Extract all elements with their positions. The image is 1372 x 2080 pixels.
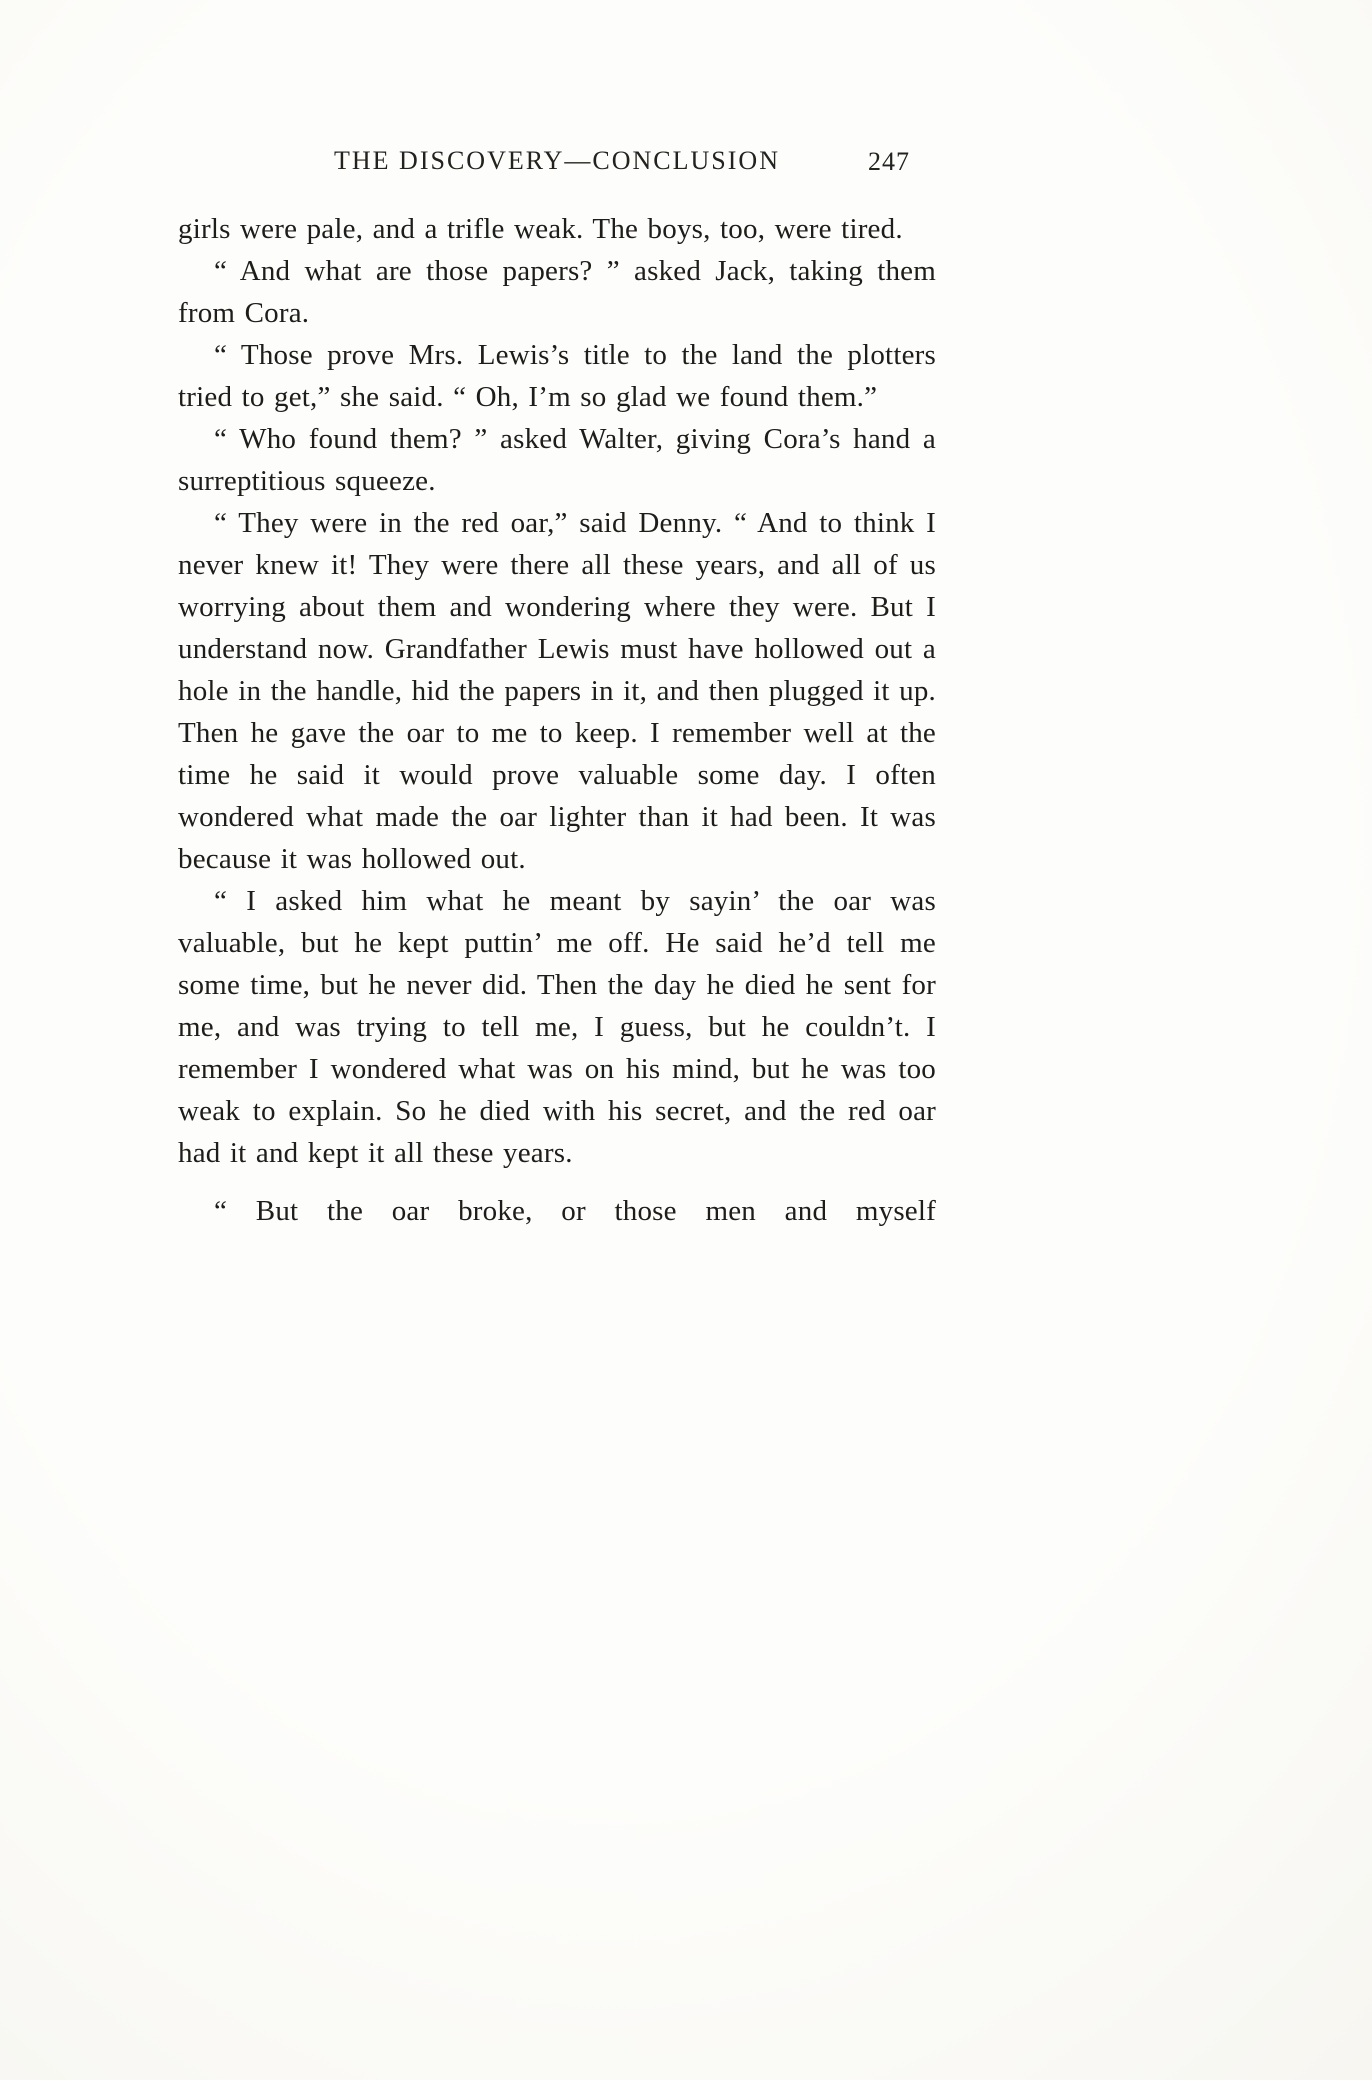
body-text	[178, 208, 936, 1232]
page-number: 247	[868, 147, 910, 176]
paragraph: girls were pale, and a trifle weak. The boys, too, were tired.	[178, 213, 903, 245]
paragraph: “ But the oar broke, or those men and myself	[214, 1195, 936, 1227]
paragraph: “ They were in the red oar,” said Denny. “ And to think I never knew it! They were there all these years, and all of us worrying about them and wondering where they were. But I understand now. Grandfather Lewis must have hollowed out a hole in the handle, hid the papers in it, and then plugged it up. Then he gave the oar to me to keep. I remember well at the time he said it would prove valuable some day. I often wondered what made the oar lighter than it had been. It was because it was hollowed out.	[178, 507, 936, 875]
chapter-title: THE DISCOVERY—CONCLUSION	[334, 146, 780, 175]
paragraph: “ And what are those papers? ” asked Jack, taking them from Cora.	[178, 255, 936, 329]
paragraph: “ I asked him what he meant by sayin’ the oar was valuable, but he kept puttin’ me off. He said he’d tell me some time, but he never did. Then the day he died he sent for me, and was trying to tell me, I guess, but he couldn’t. I remember I wondered what was on his mind, but he was too weak to explain. So he died with his secret, and the red oar had it and kept it all these years.	[178, 885, 936, 1169]
paragraph: “ Those prove Mrs. Lewis’s title to the land the plotters tried to get,” she said. “ Oh, I’m so glad we found them.”	[178, 339, 936, 413]
paragraph: “ Who found them? ” asked Walter, giving Cora’s hand a surreptitious squeeze.	[178, 423, 936, 497]
page-header	[178, 146, 936, 180]
